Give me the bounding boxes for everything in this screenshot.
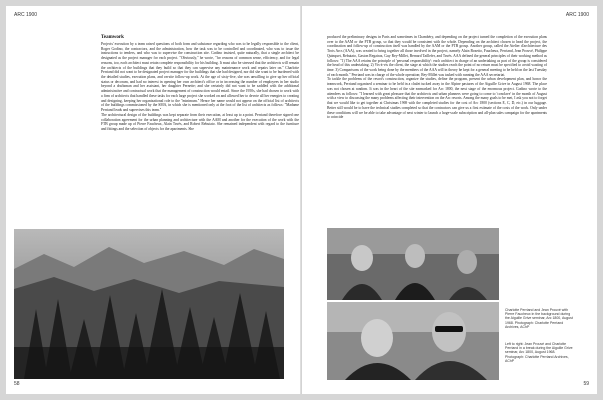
caption-1 [505,308,575,329]
section-title: Teamwork [101,35,124,40]
caption-2-text: Left to right: Jean Prouvé and Charlotte Perriand in a break during the Aiguille Grive seminar, Arc 1800, August 1968. Photograph: Charlotte Perriand Archives, AChP [505,342,573,363]
right-paragraph-1: produced the preliminary designs in Paris and sometimes in Chambéry, and depending on the project turned the completion of the execution plans over to the AAM or the FTB group, so that they would be consistent with the whole. Depending on the architect chosen to head the project, the coordination and follow-up of construction itself was handled by the AAM or the FTB group. Another group, called the Atelier d'architecture des Trois Arcs (AAA), was created to bring together all those involved in the project, namely Alain Bozetto, Faucheux, Perriand, Jean Prouvé, Philippe Quinquet, Rebutato, Gaston Regairaz, Guy Rey-Millet, Bernard Taillefer, and Tavès. AAA defined the general principles of their working method as follows: "1) The AAA retains the principle of 'personal responsibility': each architect in charge of an undertaking as part of the group is considered the head of this undertaking. 2) Vis-à-vis the client, the stage at which the studies reach the point of no return must be specified to avoid wasting of time. 3) Comparisons of the work being done by the members of the AAA will in theory be kept for a general meeting to be held on the last Tuesday of each month." Perriand was in charge of the whole operation; Rey-Millet was tasked with running the AAA secretariat. [327,35,547,77]
running-head-left: ARC 1900 [14,12,38,18]
right-page [302,6,597,394]
portrait-photo-image [327,302,499,380]
running-head-right: ARC 1900 [565,12,589,18]
photo-alpine-landscape [14,229,284,379]
left-paragraph-1: Projects' execution by a team raised questions of both form and substance regarding who was to be legally responsible to the client, Roger Godino, the contractors, and the administration, how the task was to be controlled and coordinated, who was to issue the instructions to tenders, and who was to supervise the construction site. Godino insisted, quite naturally, that a single architect be designated as the project manager for each project. "Obviously," he wrote, "for reasons of common sense, efficiency, and for legal reasons, too, each architect must retain complete responsibility for his building. It must also be stressed that the architects will remain the architects of the buildings that they build so that they can supervise any maintenance work and repairs later on." Charlotte Perriand did not want to be designated project manager for the buildings that she had designed, nor did she want to be burdened with the detailed studies, execution plans, and on-site follow-up work. At the age of sixty-five, she was unwilling to give up her official status or decorum, and had no interest in opening her own architect's office or in increasing the number of employees in her studio beyond a draftsman and her assistant, her daughter Pernette; and she certainly did not want to be saddled with the additional administrative and contractual work that the management of construction would entail. Since the 1950s, she had chosen to work with a firm of architects that handled these tasks for each large project she worked on and allowed her to devote all her energies to creating and designing, keeping her organizational role to the "minimum." Hence her name would not appear on the official list of architects of the buildings commissioned by the SMA, in which she is mentioned only at the foot of the list of architects as follows: "Madame Perriand leads and supervises this team." [101,42,299,113]
folio-right: 59 [583,381,589,387]
left-paragraph-2: The architectural design of the buildings was kept separate from their execution, at least up to a point. Perriand therefore signed one collaboration agreement for the urban planning and architecture with the AAM and another for the execution of the work with the FTB group made up of Pierre Faucheux, Alain Tavès, and Robert Rebutato. She remained independent with regard to the furniture and fittings and the selection of objects for the apartments. She [101,112,299,131]
group-photo-image [327,228,499,300]
right-text-column [327,35,547,120]
left-page [6,6,301,394]
caption-2 [505,342,575,363]
caption-1-text: Charlotte Perriand and Jean Prouvé with Pierre Faucheux in the background during the Aiguille Grive seminar, Arc 1800, August 1968. Photograph: Charlotte Perriand Archives, AChP [505,308,573,329]
photo-prouve-perriand [327,302,499,380]
landscape-image [14,229,284,379]
photo-seminar-group [327,228,499,300]
right-paragraph-2: To tackle the problems of the resort's construction, organize the studies, define the program, present the urban development plan, and honor the teamwork, Perriand organized a seminar to be held in a chalet tucked away in the Alpine pastures of the Aiguille Grive in August 1968. The place was not chosen at random. It was in the heart of the site earmarked for Arc 1800, the next stage of the enormous project. Godino wrote to the attendees as follows: "I learned with great pleasure that the architects and urban planners were going to come to 'conclave' in the month of August with a view to discussing the many problems affecting their intervention on the Arc resorts. Among the many goals to be met, I ask you not to forget that we would like to get together at Christmas 1969 with the completed studies for the cost of Arc 1800 (sections E, C, D, etc.) in our luggage. Better still would be to have the technical studies completed so that the contractors can give us a first estimate of the costs of the work. Only under these conditions will we be able to take advantage of next winter to launch a large-scale subscription and all-plan sales campaign for the apartments to coincide [327,77,547,120]
left-text-column [101,35,299,132]
folio-left: 58 [14,381,20,387]
